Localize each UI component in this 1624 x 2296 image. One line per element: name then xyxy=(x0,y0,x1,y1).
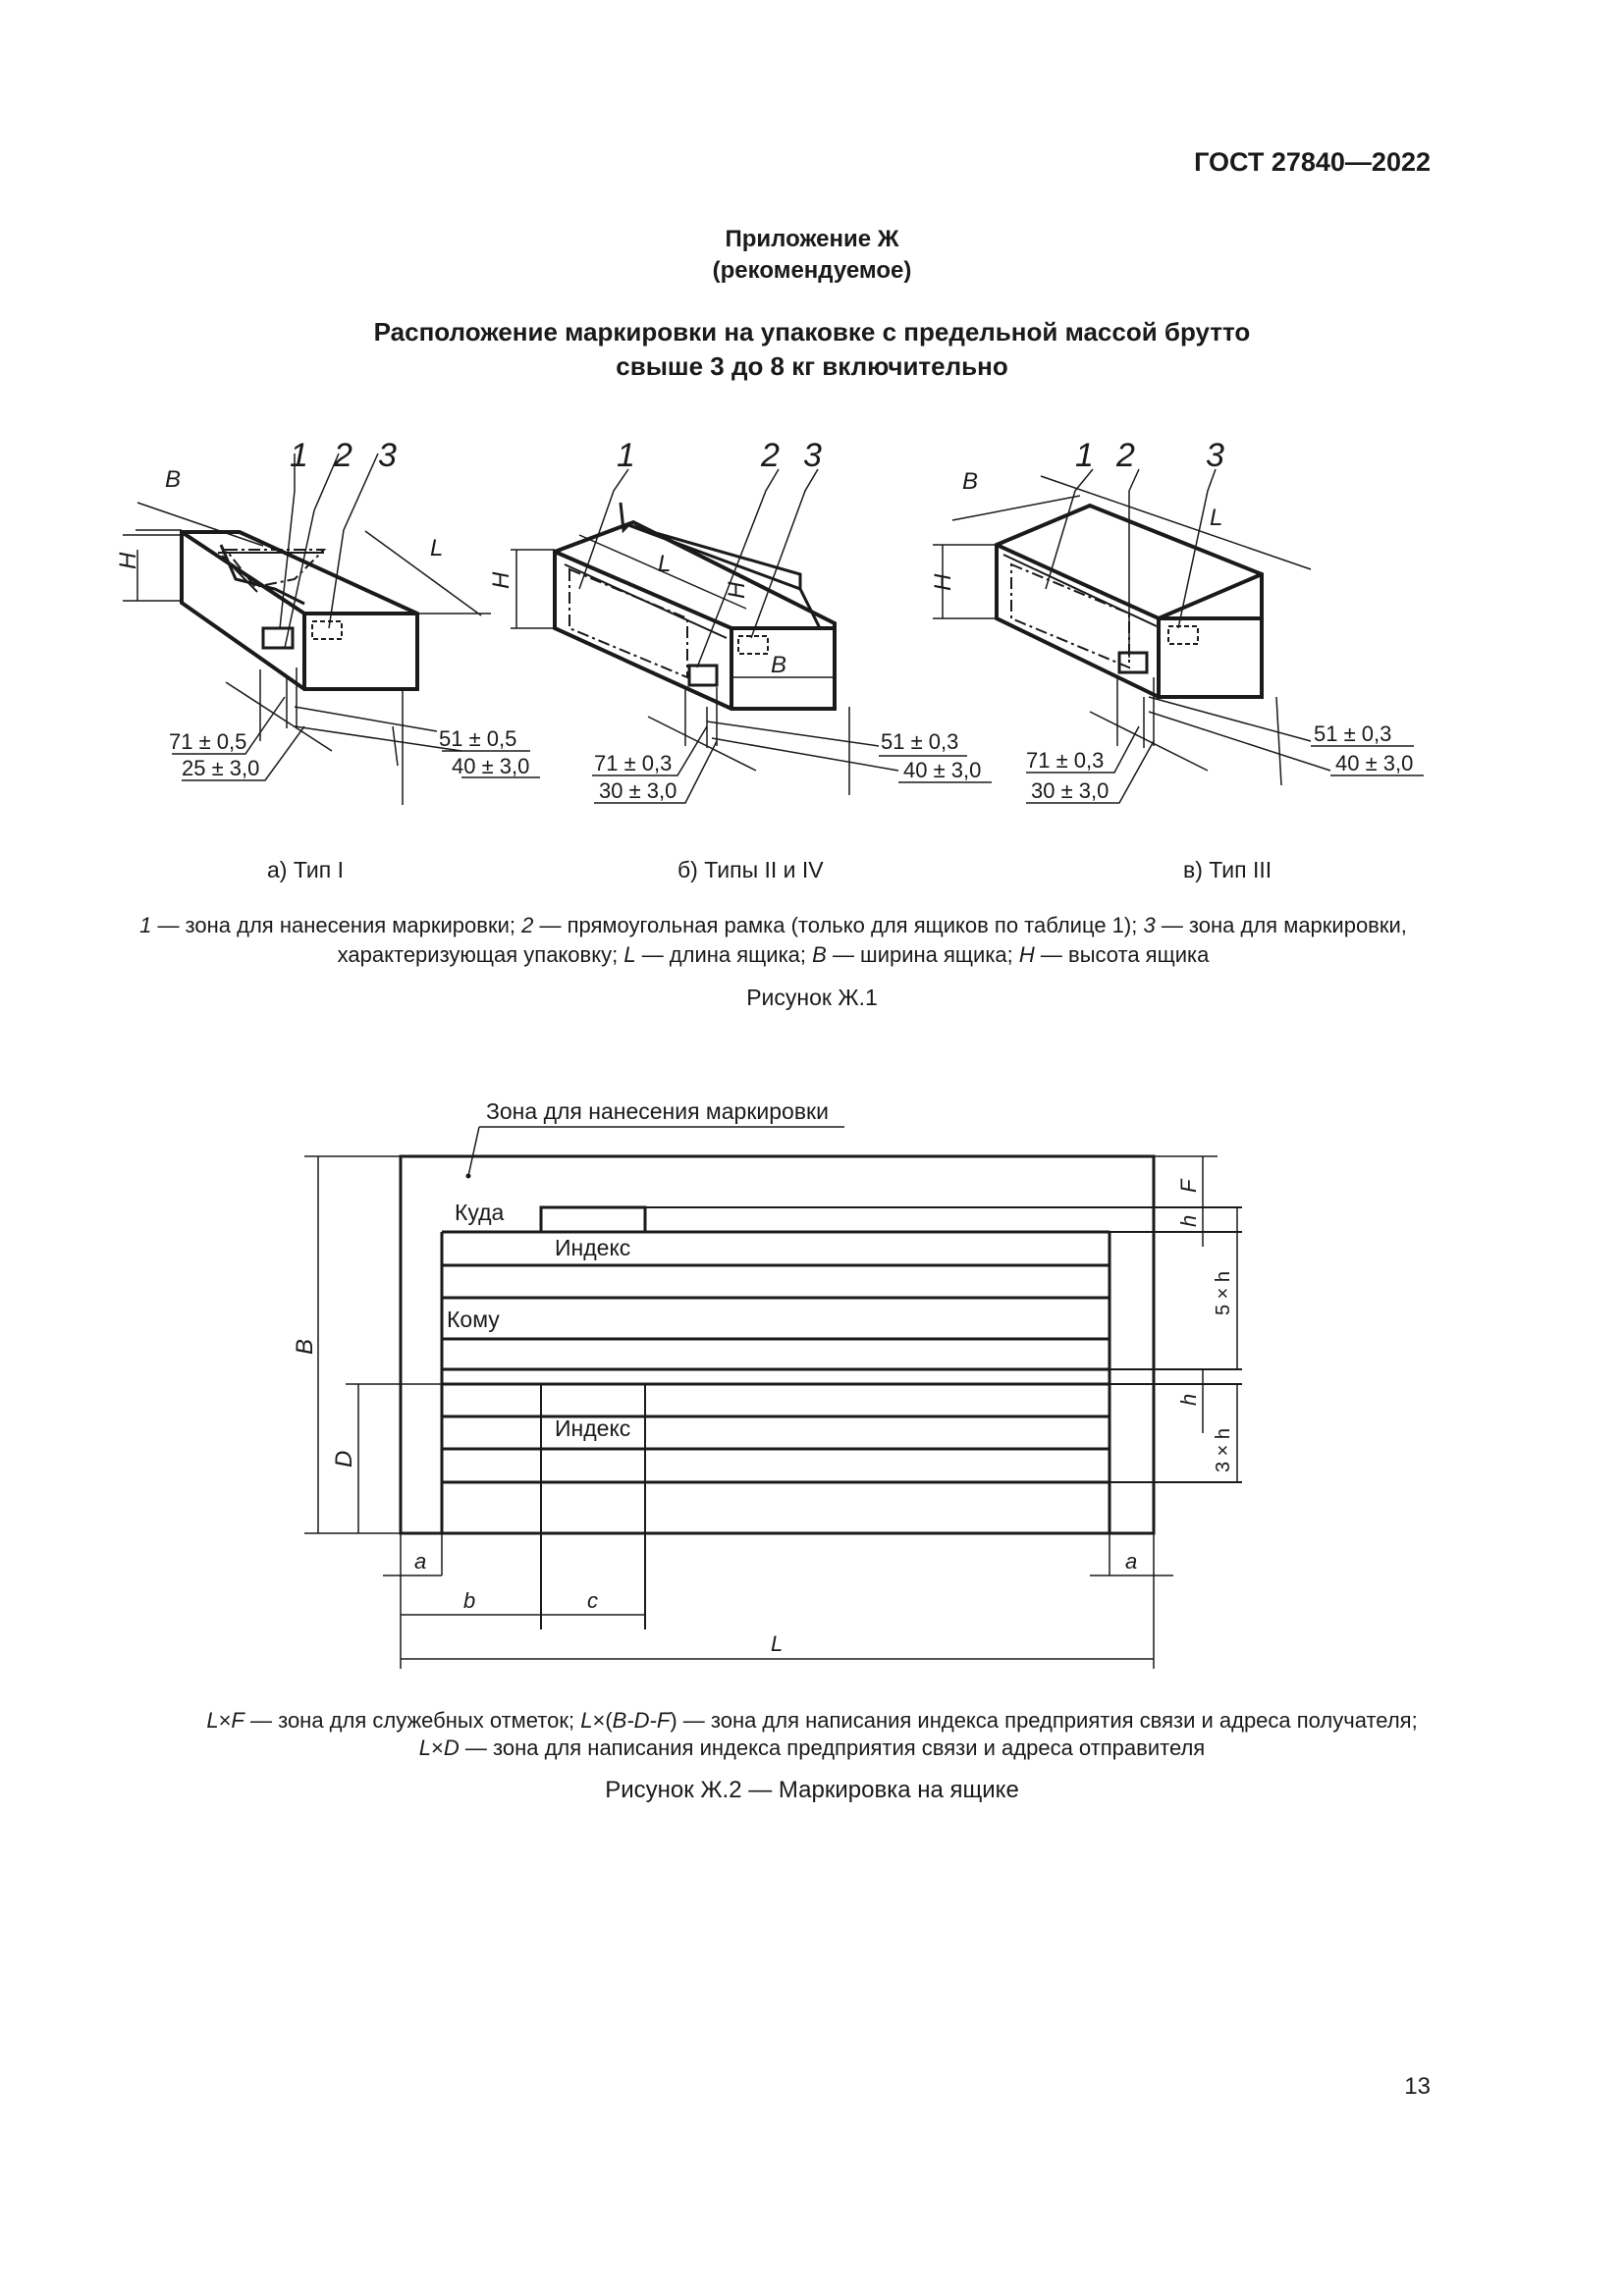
callout-3: 3 xyxy=(803,437,822,474)
dim-h-label: H xyxy=(930,573,956,591)
callout-2: 2 xyxy=(761,437,780,474)
legend2-times3: × xyxy=(431,1735,444,1760)
legend2-l3: L xyxy=(418,1735,432,1760)
legend-text-3: — зона для маркировки, характеризующая упаковку; xyxy=(337,913,1407,967)
legend2-times2: ×( xyxy=(592,1708,613,1733)
legend-b: B xyxy=(812,942,827,967)
figure1-caption: Рисунок Ж.1 xyxy=(746,985,878,1010)
label-index-bottom: Индекс xyxy=(555,1415,631,1441)
figure1-view-b xyxy=(488,437,992,803)
dim-5h: 5 × h xyxy=(1213,1270,1234,1315)
dim-40: 40 ± 3,0 xyxy=(903,758,982,782)
dim-h2-label: H xyxy=(724,581,750,599)
label-komu: Кому xyxy=(447,1307,500,1332)
label-index-top: Индекс xyxy=(555,1235,631,1260)
view-a-caption: а) Тип I xyxy=(267,857,344,882)
dim-30: 30 ± 3,0 xyxy=(599,778,677,803)
legend2-l2: L xyxy=(580,1708,593,1733)
legend2-f: F xyxy=(231,1708,244,1733)
dim-71: 71 ± 0,5 xyxy=(169,729,247,754)
page-number: 13 xyxy=(1404,2073,1431,2100)
view-c-caption: в) Тип III xyxy=(1183,857,1272,882)
legend-l: L xyxy=(623,942,636,967)
callout-3: 3 xyxy=(378,437,397,474)
legend-text-1: — зона для нанесения маркировки; xyxy=(151,913,522,937)
callout-2: 2 xyxy=(1116,437,1135,474)
legend2-text3: — зона для написания индекса предприятия связи и адреса отправителя xyxy=(459,1735,1206,1760)
dim-h2: h xyxy=(1176,1393,1201,1406)
figure1-legend xyxy=(113,911,1434,970)
dim-51: 51 ± 0,3 xyxy=(881,729,959,754)
legend2-times1: × xyxy=(218,1708,232,1733)
figure1-view-a xyxy=(115,437,540,805)
legend2-d: D xyxy=(443,1735,460,1760)
legend-text-h: — высота ящика xyxy=(1034,942,1210,967)
dim-l-label: L xyxy=(658,551,672,577)
dim-30: 30 ± 3,0 xyxy=(1031,778,1110,803)
dim-d: D xyxy=(331,1450,357,1468)
section-heading-line1: Расположение маркировки на упаковке с предельной массой брутто xyxy=(373,317,1251,347)
dim-b-vertical: B xyxy=(292,1338,318,1355)
legend-text-b: — ширина ящика; xyxy=(826,942,1019,967)
dim-40: 40 ± 3,0 xyxy=(1335,751,1414,775)
view-b-caption: б) Типы II и IV xyxy=(677,857,824,882)
legend2-l1: L xyxy=(206,1708,219,1733)
dim-a-left: a xyxy=(414,1549,427,1574)
dim-25: 25 ± 3,0 xyxy=(182,756,260,780)
figure2-legend-line2 xyxy=(0,1734,1624,1763)
dim-b-label: B xyxy=(165,466,182,493)
dim-h-label: H xyxy=(115,552,141,569)
appendix-status: (рекомендуемое) xyxy=(712,257,912,284)
callout-1: 1 xyxy=(1075,437,1094,474)
dim-l: L xyxy=(771,1631,784,1656)
zone-label: Зона для нанесения маркировки xyxy=(486,1098,829,1124)
legend2-text2: ) — зона для написания индекса предприятия связи и адреса получателя; xyxy=(670,1708,1418,1733)
callout-1: 1 xyxy=(617,437,635,474)
dim-b-label: B xyxy=(962,468,979,495)
dim-h1: h xyxy=(1176,1214,1201,1227)
dim-b-small: b xyxy=(463,1588,476,1613)
figure2-drawing xyxy=(292,1098,1242,1669)
legend-text-2: — прямоугольная рамка (только для ящиков по таблице 1); xyxy=(533,913,1144,937)
dim-c: c xyxy=(587,1588,598,1613)
callout-3: 3 xyxy=(1206,437,1224,474)
dim-40: 40 ± 3,0 xyxy=(452,754,530,778)
dim-h-label: H xyxy=(488,571,514,589)
legend2-text1: — зона для служебных отметок; xyxy=(244,1708,581,1733)
dim-71: 71 ± 0,3 xyxy=(1026,748,1105,773)
dim-71: 71 ± 0,3 xyxy=(594,751,673,775)
legend2-bdf: B-D-F xyxy=(612,1708,671,1733)
figure1-view-c xyxy=(930,437,1424,803)
appendix-title: Приложение Ж xyxy=(725,226,899,252)
dim-l-label: L xyxy=(430,535,444,561)
legend-text-l: — длина ящика; xyxy=(635,942,813,967)
legend-num-1: 1 xyxy=(139,913,152,937)
label-kuda: Куда xyxy=(455,1200,505,1225)
dim-b-label: B xyxy=(771,652,787,678)
dim-3h: 3 × h xyxy=(1213,1427,1234,1472)
legend-num-3: 3 xyxy=(1143,913,1156,937)
dim-l-label: L xyxy=(1210,505,1223,531)
dim-51: 51 ± 0,5 xyxy=(439,726,517,751)
figure2-caption: Рисунок Ж.2 — Маркировка на ящике xyxy=(605,1777,1019,1803)
callout-2: 2 xyxy=(334,437,352,474)
dim-51: 51 ± 0,3 xyxy=(1314,721,1392,746)
document-code: ГОСТ 27840—2022 xyxy=(1194,147,1431,177)
dim-f: F xyxy=(1176,1179,1201,1193)
section-heading-line2: свыше 3 до 8 кг включительно xyxy=(616,351,1008,381)
figure2-legend-line1 xyxy=(0,1706,1624,1735)
dim-a-right: a xyxy=(1125,1549,1138,1574)
callout-1: 1 xyxy=(290,437,308,474)
legend-h: H xyxy=(1018,942,1035,967)
legend-num-2: 2 xyxy=(521,913,534,937)
